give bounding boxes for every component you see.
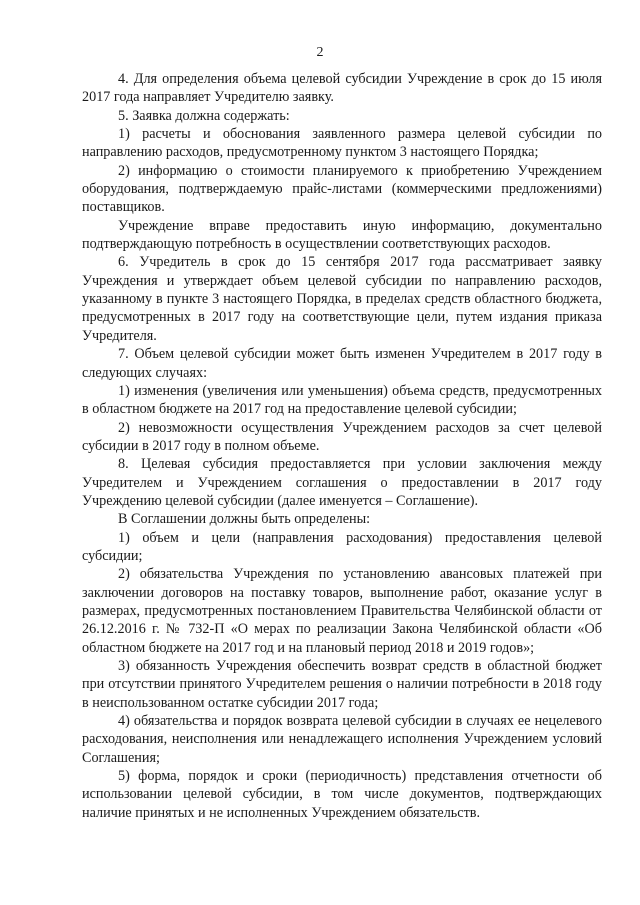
- list-item-amount-goals: 1) объем и цели (направления расходования) предоставления целевой субсидии;: [82, 529, 602, 564]
- document-body: [82, 70, 602, 822]
- paragraph-5-application-contents: 5. Заявка должна содержать:: [118, 107, 290, 124]
- paragraph-7-amount-change: 7. Объем целевой субсидии может быть изменен Учредителем в 2017 году в следующих случаях:: [82, 346, 602, 381]
- paragraph-agreement-terms: В Соглашении должны быть определены:: [118, 511, 371, 528]
- paragraph-6-review: 6. Учредитель в срок до 15 сентября 2017 года рассматривает заявку Учреждения и утверждает объем целевой субсидии по направлению расходов, указанному в пункте 3 настоящего Порядка, в пределах средств областного бюджета, предусмотренных в 2017 году на соответствующие цели, путем издания приказа Учредителя.: [82, 254, 602, 344]
- paragraph-other-information: Учреждение вправе предоставить иную информацию, документально подтверждающую потребность в осуществлении соответствующих расходов.: [82, 217, 602, 253]
- list-item-misuse-return: 4) обязательства и порядок возврата целевой субсидии в случаях ее нецелевого расходования, неисполнения или ненадлежащего исполнения Учреждением условий Соглашения;: [82, 713, 602, 766]
- list-item-return-obligation: 3) обязанность Учреждения обеспечить возврат средств в областной бюджет при отсутствии принятого Учредителем решения о наличии потребности в 2018 году в неиспользованном остатке субсидии 2017 года;: [82, 658, 602, 711]
- list-item-reporting: 5) форма, порядок и сроки (периодичность) представления отчетности об использовании целевой субсидии, в том числе документов, подтверждающих наличие принятых и не исполненных Учреждением обязательств.: [82, 768, 602, 821]
- list-item-budget-change: 1) изменения (увеличения или уменьшения) объема средств, предусмотренных в областном бюджете на 2017 год на предоставление целевой субсидии;: [82, 382, 602, 418]
- paragraph-4-application-deadline: 4. Для определения объема целевой субсидии Учреждение в срок до 15 июля 2017 года направляет Учредителю заявку.: [82, 71, 602, 106]
- list-item-impossibility: 2) невозможности осуществления Учреждением расходов за счет целевой субсидии в 2017 году в полном объеме.: [82, 419, 602, 454]
- list-item-advance-payments: 2) обязательства Учреждения по установлению авансовых платежей при заключении договоров на поставку товаров, выполнение работ, оказание услуг в размерах, предусмотренных постановлением Правительства Челябинской области от 26.12.2016 г. № 732-П «О мерах по реализации Закона Челябинской области «Об областном бюджете на 2017 год и на плановый период 2018 и 2019 годов»;: [82, 566, 602, 656]
- paragraph-8-agreement: 8. Целевая субсидия предоставляется при условии заключения между Учредителем и Учреждением соглашения о предоставлении в 2017 году Учреждению целевой субсидии (далее именуется – Соглашение).: [82, 456, 602, 509]
- list-item-equipment-cost: 2) информацию о стоимости планируемого к приобретению Учреждением оборудования, подтверждаемую прайс-листами (коммерческими предложениями) поставщиков.: [82, 162, 602, 216]
- page-number: 2: [316, 45, 324, 60]
- list-item-calculations: 1) расчеты и обоснования заявленного размера целевой субсидии по направлению расходов, предусмотренному пунктом 3 настоящего Порядка;: [82, 126, 602, 161]
